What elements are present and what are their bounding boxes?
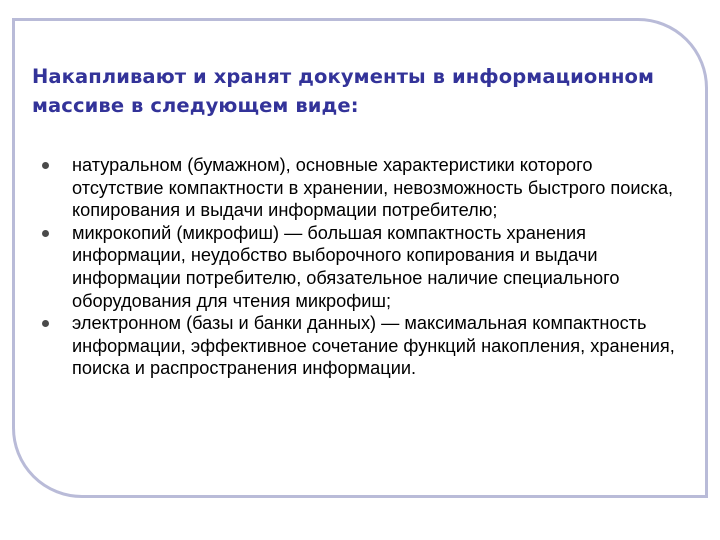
bullet-list <box>40 154 680 380</box>
bullet-text: натуральном (бумажном), основные характеристики которого отсутствие компактности в хранении, невозможность быстрого поиска, копирования и выдачи информации потребителю; <box>72 155 674 221</box>
list-item <box>40 154 680 222</box>
bullet-dot-icon <box>42 320 49 327</box>
list-item <box>40 312 680 380</box>
bullet-dot-icon <box>42 162 49 169</box>
list-item <box>40 222 680 312</box>
bullet-text: микрокопий (микрофиш) — большая компактность хранения информации, неудобство выборочного копирования и выдачи информации потребителю, обязательное наличие специального оборудования для чтения микрофиш; <box>72 222 620 311</box>
bullet-text: электронном (базы и банки данных) — максимальная компактность информации, эффективное сочетание функций накопления, хранения, поиска и распространения информации. <box>72 313 675 379</box>
slide-title: Накапливают и хранят документы в информационном массиве в следующем виде: <box>32 65 655 117</box>
bullet-dot-icon <box>42 230 49 237</box>
